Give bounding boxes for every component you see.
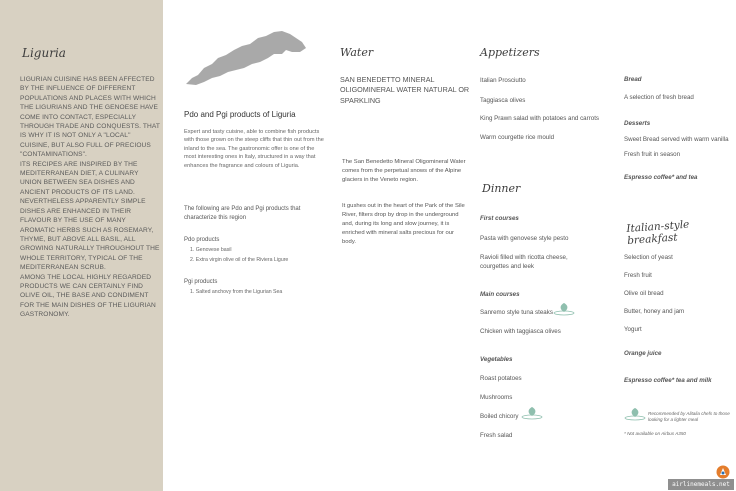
pgi-label: Pgi products — [184, 279, 218, 285]
list-item: 1. Salted anchovy from the Ligurian Sea — [190, 289, 283, 295]
pgi-list — [190, 288, 282, 298]
leaf-icon — [624, 407, 646, 421]
liguria-text — [20, 75, 160, 320]
list-item: Italian Prosciutto — [480, 77, 526, 84]
liguria-paragraph-3: AMONG THE LOCAL HIGHLY REGARDED PRODUCTS WE CAN CERTAINLY FIND OLIVE OIL, THE BASE AND CONDIMENT FOR THE MAIN DISHES OF THE LIGURIAN GASTRONOMY. — [20, 273, 156, 319]
list-item: Ravioli filled with ricotta cheese, courgettes and leek — [480, 254, 568, 270]
dinner-title: Dinner — [482, 182, 521, 195]
liguria-title: Liguria — [22, 46, 66, 60]
recommend-note: Recommended by Alitalia chefs to those looking for a lighter meal — [648, 411, 730, 422]
list-item: A selection of fresh bread — [624, 94, 694, 101]
liguria-paragraph-1: LIGURIAN CUISINE HAS BEEN AFFECTED BY THE INFLUENCE OF DIFFERENT POPULATIONS AND PLACES WITH WHICH THE LIGURIANS AND THE GENOESE HAVE COME INTO CONTACT, ESPECIALLY THROUGH TRADE AND CONQUESTS. THAT IS WHY IT IS NOT ONLY A "LOCAL" CUISINE, BUT ALSO FULL OF PRECIOUS "CONTAMINATIONS". — [20, 76, 160, 159]
watermark: airlinemeals.net — [668, 479, 734, 490]
pdo-following: The following are Pdo and Pgi products that characterize this region — [184, 206, 301, 221]
water-desc-1: The San Benedetto Mineral Oligomineral Water comes from the perpetual snows of the Alpine glaciers in the Veneto region. — [342, 159, 466, 183]
leaf-icon — [553, 302, 575, 316]
list-item: Olive oil bread — [624, 290, 664, 297]
pdo-list — [190, 246, 288, 265]
pdo-title: Pdo and Pgi products of Liguria — [184, 110, 296, 119]
list-item: Fresh fruit — [624, 272, 652, 279]
list-item: 1. Genovese basil — [190, 247, 232, 253]
espresso-tea-label: Espresso coffee* and tea — [624, 174, 698, 181]
list-item: King Prawn salad with potatoes and carrots — [480, 115, 600, 122]
list-item: Butter, honey and jam — [624, 308, 685, 315]
main-courses-label: Main courses — [480, 291, 520, 298]
list-item: Mushrooms — [480, 394, 513, 401]
desserts-label: Desserts — [624, 120, 651, 127]
list-item: Roast potatoes — [480, 375, 522, 382]
list-item: Sweet Bread served with warm vanilla — [624, 136, 729, 143]
list-item: Selection of yeast — [624, 254, 673, 261]
list-item: Yogurt — [624, 326, 642, 333]
list-item: Fresh salad — [480, 432, 513, 439]
bread-label: Bread — [624, 76, 642, 83]
first-courses-label: First courses — [480, 215, 519, 222]
breakfast-title: Italian-style breakfast — [626, 218, 690, 247]
list-item: Boiled chicory — [480, 413, 519, 420]
liguria-paragraph-2: ITS RECIPES ARE INSPIRED BY THE MEDITERRANEAN DIET, A CULINARY UNION BETWEEN SEA DISHES AND ANCIENT PRODUCTS OF ITS LAND. NEVERTHELESS APPARENTLY SIMPLE DISHES ARE ENHANCED IN THEIR FLAVOUR BY THE USE OF MANY AROMATIC HERBS SUCH AS ROSEMARY, THYME, BUT ABOVE ALL BASIL, ALL GROWING NATURALLY THROUGHOUT THE WHOLE TERRITORY, TYPICAL OF THE MEDITERRANEAN SCRUB. — [20, 160, 160, 272]
list-item: Chicken with taggiasca olives — [480, 328, 561, 335]
liguria-map-icon — [184, 28, 308, 88]
water-name: SAN BENEDETTO MINERAL OLIGOMINERAL WATER NATURAL OR SPARKLING — [340, 75, 470, 105]
list-item: Pasta with genovese style pesto — [480, 235, 569, 242]
appetizers-title: Appetizers — [480, 46, 540, 59]
list-item: 2. Extra virgin olive oil of the Riviera Ligure — [190, 256, 289, 263]
pdo-intro: Expert and tasty cuisine, able to combine fish products with those grown on the steep cliffs that thin out from the inland to the sea. The gastronomic offer is one of the most interesting ones in Italy, structured in a way that enhances the fragrance and colours of Liguria. — [184, 129, 324, 169]
list-item: Taggiasca olives — [480, 97, 526, 104]
water-desc-2: It gushes out in the heart of the Park of the Sile River, filters drop by drop in the underground and, during its long and slow journey, it is enriched with mineral salts precious for our body. — [342, 203, 465, 245]
vegetables-label: Vegetables — [480, 356, 513, 363]
leaf-icon — [521, 406, 543, 420]
list-item: Warm courgette rice mould — [480, 134, 555, 141]
alitalia-logo-icon — [716, 465, 730, 479]
orange-juice-label: Orange juice — [624, 350, 662, 357]
footnote: * Not available on Airbus A350 — [624, 431, 686, 436]
pdo-label: Pdo products — [184, 237, 220, 243]
list-item: Sanremo style tuna steaks — [480, 309, 553, 316]
list-item: Fresh fruit in season — [624, 151, 681, 158]
espresso-milk-label: Espresso coffee* tea and milk — [624, 377, 712, 384]
liguria-panel — [0, 0, 163, 491]
water-title: Water — [340, 46, 374, 59]
